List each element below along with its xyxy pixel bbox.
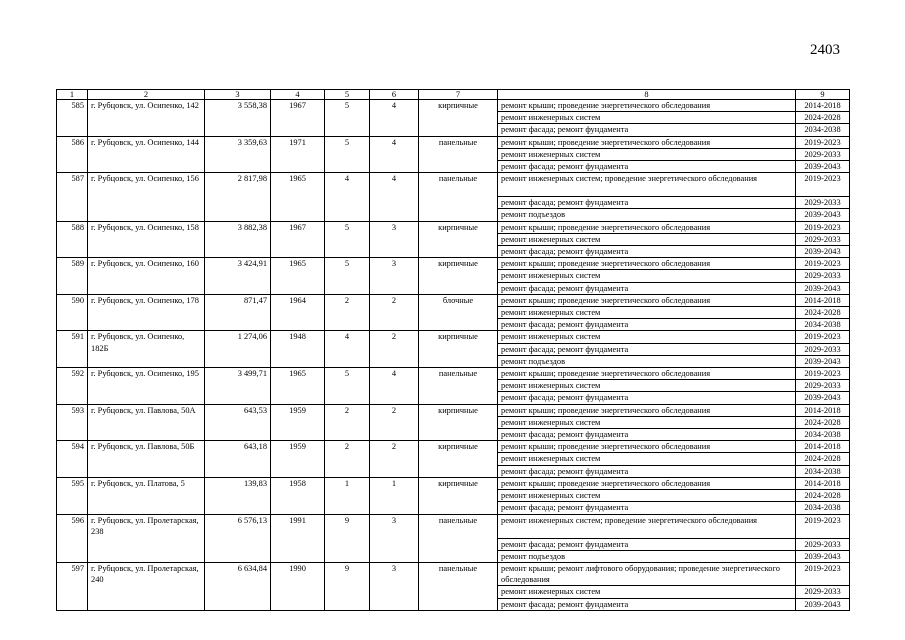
repair-work-cell: ремонт инженерных систем; проведение энергетического обследования [498,173,796,197]
period-cell: 2019-2023 [796,562,850,585]
repair-work-cell: ремонт инженерных систем [498,586,796,598]
repair-work-cell: ремонт крыши; проведение энергетического обследования [498,221,796,233]
period-cell: 2014-2018 [796,441,850,453]
entrances-cell: 4 [370,173,419,221]
period-cell: 2029-2033 [796,233,850,245]
entrances-cell: 4 [370,100,419,137]
area-cell: 871,47 [205,294,271,331]
address-cell: г. Рубцовск, ул. Осипенко, 160 [88,258,205,295]
repair-work-cell: ремонт инженерных систем [498,233,796,245]
repair-work-cell: ремонт фасада; ремонт фундамента [498,392,796,404]
entrances-cell: 3 [370,258,419,295]
record-number: 587 [57,173,88,221]
wall-material-cell: кирпичные [419,221,498,258]
repair-work-cell: ремонт инженерных систем [498,148,796,160]
period-cell: 2019-2023 [796,136,850,148]
period-cell: 2039-2043 [796,355,850,367]
area-cell: 3 499,71 [205,368,271,405]
repair-work-cell: ремонт фасада; ремонт фундамента [498,282,796,294]
area-cell: 2 817,98 [205,173,271,221]
repair-work-cell: ремонт фасада; ремонт фундамента [498,319,796,331]
repair-work-cell: ремонт инженерных систем [498,307,796,319]
floors-cell: 9 [325,514,370,562]
period-cell: 2019-2023 [796,514,850,538]
wall-material-cell: кирпичные [419,331,498,368]
area-cell: 3 558,38 [205,100,271,137]
period-cell: 2039-2043 [796,598,850,610]
wall-material-cell: кирпичные [419,258,498,295]
repair-work-cell: ремонт инженерных систем; проведение энергетического обследования [498,514,796,538]
repair-work-cell: ремонт крыши; проведение энергетического обследования [498,294,796,306]
address-cell: г. Рубцовск, ул. Платова, 5 [88,477,205,514]
floors-cell: 5 [325,258,370,295]
entrances-cell: 4 [370,368,419,405]
repair-work-cell: ремонт фасада; ремонт фундамента [498,598,796,610]
record-number: 591 [57,331,88,368]
period-cell: 2014-2018 [796,100,850,112]
record-number: 592 [57,368,88,405]
floors-cell: 4 [325,331,370,368]
year-cell: 1959 [271,441,325,478]
period-cell: 2039-2043 [796,550,850,562]
year-cell: 1964 [271,294,325,331]
floors-cell: 5 [325,136,370,173]
record-number: 589 [57,258,88,295]
year-cell: 1967 [271,221,325,258]
repair-work-cell: ремонт крыши; проведение энергетического обследования [498,441,796,453]
repair-work-cell: ремонт крыши; проведение энергетического обследования [498,404,796,416]
year-cell: 1967 [271,100,325,137]
address-cell: г. Рубцовск, ул. Осипенко, 144 [88,136,205,173]
wall-material-cell: панельные [419,136,498,173]
record-number: 597 [57,562,88,610]
repair-work-cell: ремонт фасада; ремонт фундамента [498,343,796,355]
record-number: 593 [57,404,88,441]
period-cell: 2039-2043 [796,209,850,221]
record-number: 588 [57,221,88,258]
period-cell: 2039-2043 [796,246,850,258]
record-number: 590 [57,294,88,331]
address-cell: г. Рубцовск, ул. Осипенко, 158 [88,221,205,258]
repair-work-cell: ремонт фасада; ремонт фундамента [498,124,796,136]
period-cell: 2014-2018 [796,404,850,416]
period-cell: 2019-2023 [796,368,850,380]
repair-work-cell: ремонт инженерных систем [498,453,796,465]
table-row [57,136,850,148]
period-cell: 2024-2028 [796,112,850,124]
repair-work-cell: ремонт инженерных систем [498,112,796,124]
period-cell: 2019-2023 [796,331,850,343]
repair-work-cell: ремонт инженерных систем [498,380,796,392]
address-cell: г. Рубцовск, ул. Павлова, 50А [88,404,205,441]
address-cell: г. Рубцовск, ул. Павлова, 50Б [88,441,205,478]
repair-work-cell: ремонт инженерных систем [498,416,796,428]
entrances-cell: 1 [370,477,419,514]
record-number: 595 [57,477,88,514]
repair-work-cell: ремонт крыши; ремонт лифтового оборудования; проведение энергетического обследования [498,562,796,585]
column-header: 9 [796,90,850,100]
repair-work-cell: ремонт фасада; ремонт фундамента [498,465,796,477]
wall-material-cell: кирпичные [419,441,498,478]
year-cell: 1990 [271,562,325,610]
floors-cell: 1 [325,477,370,514]
table-row [57,404,850,416]
floors-cell: 2 [325,441,370,478]
wall-material-cell: кирпичные [419,477,498,514]
repair-work-cell: ремонт фасада; ремонт фундамента [498,197,796,209]
area-cell: 643,18 [205,441,271,478]
table-row [57,331,850,343]
table-row [57,100,850,112]
repair-work-cell: ремонт инженерных систем [498,331,796,343]
period-cell: 2024-2028 [796,416,850,428]
table-row [57,258,850,270]
column-header: 8 [498,90,796,100]
column-header: 1 [57,90,88,100]
table-body [57,90,850,611]
period-cell: 2034-2038 [796,319,850,331]
entrances-cell: 3 [370,562,419,610]
period-cell: 2029-2033 [796,343,850,355]
period-cell: 2029-2033 [796,270,850,282]
entrances-cell: 2 [370,331,419,368]
entrances-cell: 4 [370,136,419,173]
repair-work-cell: ремонт подъездов [498,355,796,367]
period-cell: 2039-2043 [796,392,850,404]
area-cell: 6 576,13 [205,514,271,562]
table-row [57,173,850,197]
period-cell: 2034-2038 [796,429,850,441]
area-cell: 3 424,91 [205,258,271,295]
entrances-cell: 2 [370,404,419,441]
period-cell: 2029-2033 [796,148,850,160]
period-cell: 2029-2033 [796,380,850,392]
wall-material-cell: панельные [419,368,498,405]
repair-work-cell: ремонт инженерных систем [498,490,796,502]
record-number: 594 [57,441,88,478]
period-cell: 2019-2023 [796,173,850,197]
year-cell: 1948 [271,331,325,368]
address-cell: г. Рубцовск, ул. Пролетарская, 240 [88,562,205,610]
period-cell: 2019-2023 [796,221,850,233]
record-number: 586 [57,136,88,173]
period-cell: 2029-2033 [796,197,850,209]
period-cell: 2034-2038 [796,124,850,136]
repair-work-cell: ремонт фасада; ремонт фундамента [498,429,796,441]
floors-cell: 5 [325,100,370,137]
period-cell: 2024-2028 [796,453,850,465]
year-cell: 1959 [271,404,325,441]
column-header: 5 [325,90,370,100]
area-cell: 139,83 [205,477,271,514]
table-row [57,221,850,233]
period-cell: 2039-2043 [796,282,850,294]
column-header: 6 [370,90,419,100]
period-cell: 2034-2038 [796,502,850,514]
housing-repair-table [56,89,850,611]
year-cell: 1965 [271,173,325,221]
repair-work-cell: ремонт подъездов [498,209,796,221]
period-cell: 2034-2038 [796,465,850,477]
address-cell: г. Рубцовск, ул. Пролетарская, 238 [88,514,205,562]
period-cell: 2029-2033 [796,538,850,550]
repair-work-cell: ремонт крыши; проведение энергетического обследования [498,100,796,112]
table-row [57,294,850,306]
wall-material-cell: панельные [419,173,498,221]
floors-cell: 2 [325,294,370,331]
entrances-cell: 2 [370,441,419,478]
period-cell: 2019-2023 [796,258,850,270]
column-header: 4 [271,90,325,100]
address-cell: г. Рубцовск, ул. Осипенко, 156 [88,173,205,221]
wall-material-cell: панельные [419,562,498,610]
period-cell: 2014-2018 [796,294,850,306]
year-cell: 1991 [271,514,325,562]
year-cell: 1958 [271,477,325,514]
floors-cell: 4 [325,173,370,221]
repair-work-cell: ремонт крыши; проведение энергетического обследования [498,258,796,270]
repair-work-cell: ремонт фасада; ремонт фундамента [498,246,796,258]
wall-material-cell: панельные [419,514,498,562]
repair-work-cell: ремонт крыши; проведение энергетического обследования [498,136,796,148]
period-cell: 2029-2033 [796,586,850,598]
period-cell: 2024-2028 [796,307,850,319]
table-row [57,441,850,453]
table-row [57,368,850,380]
page-number: 2403 [810,42,840,58]
period-cell: 2024-2028 [796,490,850,502]
entrances-cell: 3 [370,221,419,258]
wall-material-cell: кирпичные [419,404,498,441]
address-cell: г. Рубцовск, ул. Осипенко, 142 [88,100,205,137]
year-cell: 1965 [271,368,325,405]
repair-work-cell: ремонт фасада; ремонт фундамента [498,502,796,514]
floors-cell: 2 [325,404,370,441]
period-cell: 2039-2043 [796,161,850,173]
area-cell: 3 359,63 [205,136,271,173]
address-cell: г. Рубцовск, ул. Осипенко, 178 [88,294,205,331]
repair-work-cell: ремонт инженерных систем [498,270,796,282]
period-cell: 2014-2018 [796,477,850,489]
record-number: 596 [57,514,88,562]
area-cell: 1 274,06 [205,331,271,368]
record-number: 585 [57,100,88,137]
repair-work-cell: ремонт крыши; проведение энергетического обследования [498,477,796,489]
wall-material-cell: блочные [419,294,498,331]
area-cell: 3 882,38 [205,221,271,258]
column-header: 3 [205,90,271,100]
year-cell: 1965 [271,258,325,295]
repair-work-cell: ремонт крыши; проведение энергетического обследования [498,368,796,380]
table-row [57,562,850,585]
column-header: 7 [419,90,498,100]
address-cell: г. Рубцовск, ул. Осипенко, 182Б [88,331,205,368]
area-cell: 6 634,84 [205,562,271,610]
area-cell: 643,53 [205,404,271,441]
wall-material-cell: кирпичные [419,100,498,137]
repair-work-cell: ремонт подъездов [498,550,796,562]
floors-cell: 9 [325,562,370,610]
repair-work-cell: ремонт фасада; ремонт фундамента [498,161,796,173]
floors-cell: 5 [325,368,370,405]
column-number-row [57,90,850,100]
entrances-cell: 3 [370,514,419,562]
table-row [57,477,850,489]
table-row [57,514,850,538]
address-cell: г. Рубцовск, ул. Осипенко, 195 [88,368,205,405]
entrances-cell: 2 [370,294,419,331]
repair-work-cell: ремонт фасада; ремонт фундамента [498,538,796,550]
year-cell: 1971 [271,136,325,173]
floors-cell: 5 [325,221,370,258]
column-header: 2 [88,90,205,100]
